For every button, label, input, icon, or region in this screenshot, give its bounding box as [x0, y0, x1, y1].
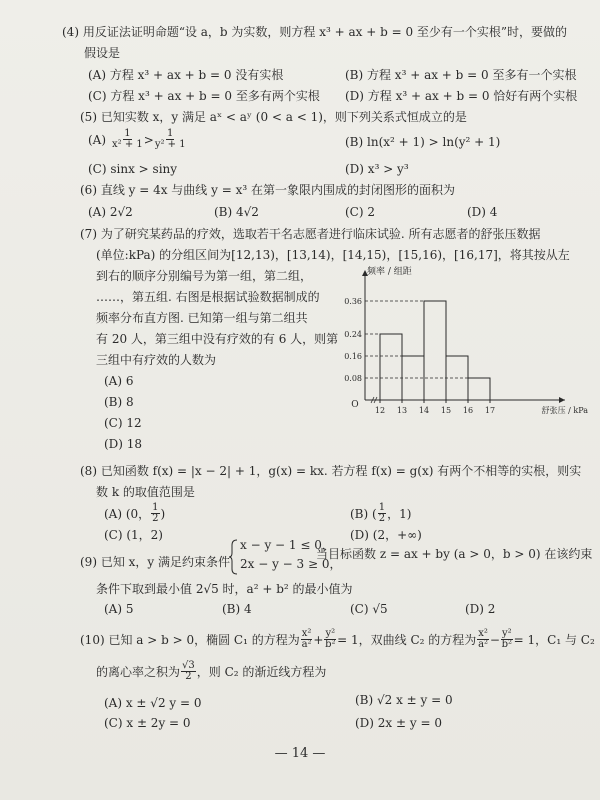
q8-option-a-frac: [151, 503, 159, 524]
q8-option-b: [350, 503, 411, 524]
q9-constraint-1: x − y − 1 ≤ 0，: [240, 538, 334, 552]
x-tick-label: 13: [396, 406, 408, 415]
q10-frac-2: [324, 629, 336, 650]
q7-option-b: (B) 8: [104, 395, 134, 409]
q9-line-2: 条件下取到最小值 2√5 时，a² + b² 的最小值为: [96, 582, 353, 596]
q10-part-2: = 1，双曲线 C₂ 的方程为: [337, 632, 477, 647]
q5-gt: >: [143, 132, 154, 147]
q10-line-2: [96, 661, 326, 682]
q5-option-d: (D) x³ > y³: [345, 162, 409, 176]
q7-line-6: 有 20 人，第三组中没有疗效的有 6 人，则第: [96, 332, 339, 346]
q10-option-a: (A) x ± √2 y = 0: [104, 696, 202, 710]
histogram-bar: [380, 334, 402, 400]
x-tick-label: 15: [440, 406, 452, 415]
x-tick-label: 16: [462, 406, 474, 415]
q10-frac-1-num: x²: [301, 628, 312, 639]
q7-option-d: (D) 18: [104, 437, 143, 451]
q6-option-c: (C) 2: [345, 205, 375, 219]
y-tick-label: 0.08: [344, 374, 362, 383]
y-tick-label: 0.24: [344, 330, 362, 339]
q6-option-d: (D) 4: [467, 205, 498, 219]
q5-frac-1-den: x² + 1: [112, 139, 143, 150]
q10-frac-1-den: a²: [301, 639, 312, 650]
q5-frac-1-num: 1: [124, 128, 131, 139]
q10-frac-3-num: x²: [478, 628, 488, 639]
x-axis-label: 舒张压 / kPa: [541, 406, 588, 415]
q10-frac-1: [301, 629, 313, 650]
q4-option-b: (B) 方程 x³ + ax + b = 0 至多有一个实根: [345, 68, 577, 82]
q5-frac-1: [112, 129, 143, 150]
q10-line-1: [80, 629, 595, 650]
q10-part-3: = 1，C₁ 与 C₂: [513, 632, 595, 647]
x-tick-label: 12: [374, 406, 386, 415]
q9-brace: [228, 539, 238, 575]
q5-frac-2-num: 1: [167, 128, 174, 139]
q8-option-a-pre: (A) (0，: [104, 506, 151, 521]
frequency-histogram: [340, 262, 590, 422]
q10-minus: −: [489, 632, 500, 647]
q10-frac-4: [501, 629, 513, 650]
q8-option-a-den: 2: [152, 513, 159, 524]
q5-option-c: (C) sinx > siny: [88, 162, 178, 176]
q7-option-c: (C) 12: [104, 416, 142, 430]
q5-frac-2: [155, 129, 186, 150]
histogram-bar: [468, 378, 490, 400]
q7-line-4: ……，第五组. 右图是根据试验数据制成的: [96, 290, 320, 304]
x-tick-label: 14: [418, 406, 430, 415]
q7-line-5: 频率分布直方图. 已知第一组与第二组共: [96, 311, 308, 325]
q4-option-c: (C) 方程 x³ + ax + b = 0 至多有两个实根: [88, 89, 320, 103]
q8-option-b-post: ，1): [387, 506, 412, 521]
q8-option-b-pre: (B) (: [350, 506, 377, 521]
q5-option-a: [88, 129, 187, 150]
q9-option-d: (D) 2: [465, 602, 496, 616]
y-axis-label: 频率 / 组距: [367, 267, 412, 277]
q10-frac-5: [181, 661, 196, 682]
q7-line-2: (单位:kPa) 的分组区间为[12,13)，[13,14)，[14,15)，[15,16)，[16,17]，将其按从左: [96, 248, 570, 262]
q10-frac-2-num: y²: [325, 628, 336, 639]
q8-option-b-num: 1: [378, 502, 386, 513]
x-axis-arrow: [559, 397, 565, 403]
q10-frac-3: [477, 629, 489, 650]
q6-stem: (6) 直线 y = 4x 与曲线 y = x³ 在第一象限内围成的封闭图形的面积为: [80, 183, 455, 197]
q10-option-c: (C) x ± 2y = 0: [104, 716, 191, 730]
q4-stem: (4) 用反证法证明命题“设 a，b 为实数，则方程 x³ + ax + b = 0 至少有一个实根”时，要做的: [62, 25, 568, 39]
q7-option-a: (A) 6: [104, 374, 134, 388]
q6-option-b: (B) 4√2: [214, 205, 259, 219]
x-tick-label: 17: [484, 406, 496, 415]
origin-label: O: [351, 400, 359, 410]
q8-option-c: (C) (1，2): [104, 528, 163, 542]
q5-stem: (5) 已知实数 x，y 满足 aˣ < aʸ (0 < a < 1)，则下列关系式恒成立的是: [80, 110, 467, 124]
q10-line-2-pre: 的离心率之积为: [96, 664, 181, 679]
q9-option-a: (A) 5: [104, 602, 134, 616]
q9-stem-post: 当目标函数 z = ax + by (a > 0，b > 0) 在该约束: [316, 547, 593, 561]
q4-stem-cont: 假设是: [84, 46, 121, 60]
q10-plus: +: [313, 632, 324, 647]
y-tick-label: 0.16: [344, 352, 362, 361]
q9-option-b: (B) 4: [222, 602, 252, 616]
q10-frac-3-den: a²: [478, 639, 489, 650]
q8-option-a-num: 1: [152, 502, 159, 513]
q4-option-a: (A) 方程 x³ + ax + b = 0 没有实根: [88, 68, 284, 82]
q8-option-b-den: 2: [378, 513, 386, 524]
q6-option-a: (A) 2√2: [88, 205, 133, 219]
q8-option-a: [104, 503, 165, 524]
q8-option-d: (D) (2，+∞): [350, 528, 422, 542]
page-number: — 14 —: [274, 746, 326, 761]
q10-part-1: (10) 已知 a > b > 0，椭圆 C₁ 的方程为: [80, 632, 300, 647]
q10-frac-5-den: 2: [185, 671, 192, 682]
q8-option-b-frac: [378, 503, 386, 524]
q7-line-3: 到右的顺序分别编号为第一组，第二组，: [96, 269, 313, 283]
q10-option-d: (D) 2x ± y = 0: [355, 716, 442, 730]
q7-line-1: (7) 为了研究某药品的疗效，选取若干名志愿者进行临床试验. 所有志愿者的舒张压数据: [80, 227, 541, 241]
q5-frac-2-den: y² + 1: [154, 139, 186, 150]
q10-frac-4-den: b²: [501, 639, 513, 650]
q4-option-d: (D) 方程 x³ + ax + b = 0 恰好有两个实根: [345, 89, 578, 103]
q10-frac-2-den: b²: [325, 639, 336, 650]
q9-stem-pre: (9) 已知 x，y 满足约束条件: [80, 555, 230, 569]
q10-frac-5-num: √3: [182, 660, 195, 671]
q8-line-1: (8) 已知函数 f(x) = |x − 2| + 1，g(x) = kx. 若方程 f(x) = g(x) 有两个不相等的实根，则实: [80, 464, 582, 478]
q8-option-a-post: ): [160, 506, 166, 521]
q5-option-b: (B) ln(x² + 1) > ln(y² + 1): [345, 135, 501, 149]
q9-option-c: (C) √5: [350, 602, 388, 616]
q10-frac-4-num: y²: [501, 628, 512, 639]
q10-option-b: (B) √2 x ± y = 0: [355, 693, 453, 707]
histogram-bar: [424, 301, 446, 400]
q8-line-2: 数 k 的取值范围是: [96, 485, 195, 499]
q5-option-a-label: (A): [88, 132, 107, 147]
q9-constraint-2: 2x − y − 3 ≥ 0，: [240, 557, 342, 571]
y-tick-label: 0.36: [344, 297, 362, 306]
q7-line-7: 三组中有疗效的人数为: [96, 353, 217, 367]
q10-line-2-post: ，则 C₂ 的渐近线方程为: [196, 664, 327, 679]
